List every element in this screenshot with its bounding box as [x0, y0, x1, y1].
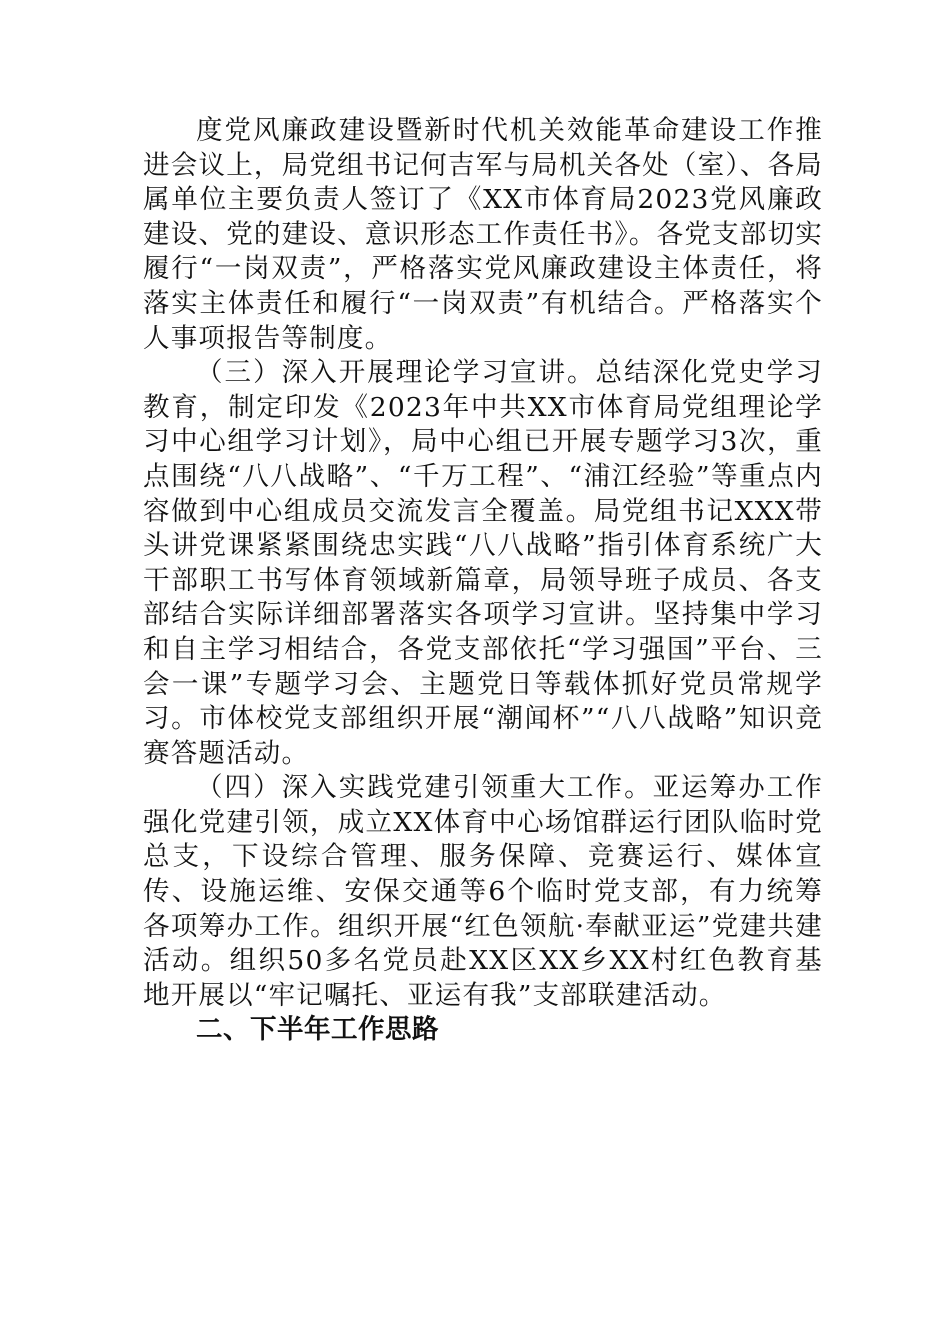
paragraph-party-conduct: 度党风廉政建设暨新时代机关效能革命建设工作推进会议上，局党组书记何吉军与局机关各处（室）、各局属单位主要负责人签订了《XX市体育局2023党风廉政建设、党的建设、意识形态工作责任书》。各党支部切实履行“一岗双责”，严格落实党风廉政建设主体责任，将落实主体责任和履行“一岗双责”有机结合。严格落实个人事项报告等制度。 — [143, 115, 823, 354]
document-body — [143, 114, 823, 1048]
section-heading-second-half-plan: 二、下半年工作思路 — [196, 1014, 439, 1046]
paragraph-theory-study: （三）深入开展理论学习宣讲。总结深化党史学习教育，制定印发《2023年中共XX市体育局党组理论学习中心组学习计划》，局中心组已开展专题学习3次，重点围绕“八八战略”、“千万工程”、“浦江经验”等重点内容做到中心组成员交流发言全覆盖。局党组书记XXX带头讲党课紧紧围绕忠实践“八八战略”指引体育系统广大干部职工书写体育领域新篇章，局领导班子成员、各支部结合实际详细部署落实各项学习宣讲。坚持集中学习和自主学习相结合，各党支部依托“学习强国”平台、三会一课”专题学习会、主题党日等载体抓好党员常规学习。市体校党支部组织开展“潮闻杯”“八八战略”知识竞赛答题活动。 — [143, 357, 823, 769]
paragraph-party-building-practice: （四）深入实践党建引领重大工作。亚运筹办工作强化党建引领，成立XX体育中心场馆群运行团队临时党总支，下设综合管理、服务保障、竞赛运行、媒体宣传、设施运维、安保交通等6个临时党支部，有力统筹各项筹办工作。组织开展“红色领航·奉献亚运”党建共建活动。组织50多名党员赴XX区XX乡XX村红色教育基地开展以“牢记嘱托、亚运有我”支部联建活动。 — [143, 772, 823, 1011]
